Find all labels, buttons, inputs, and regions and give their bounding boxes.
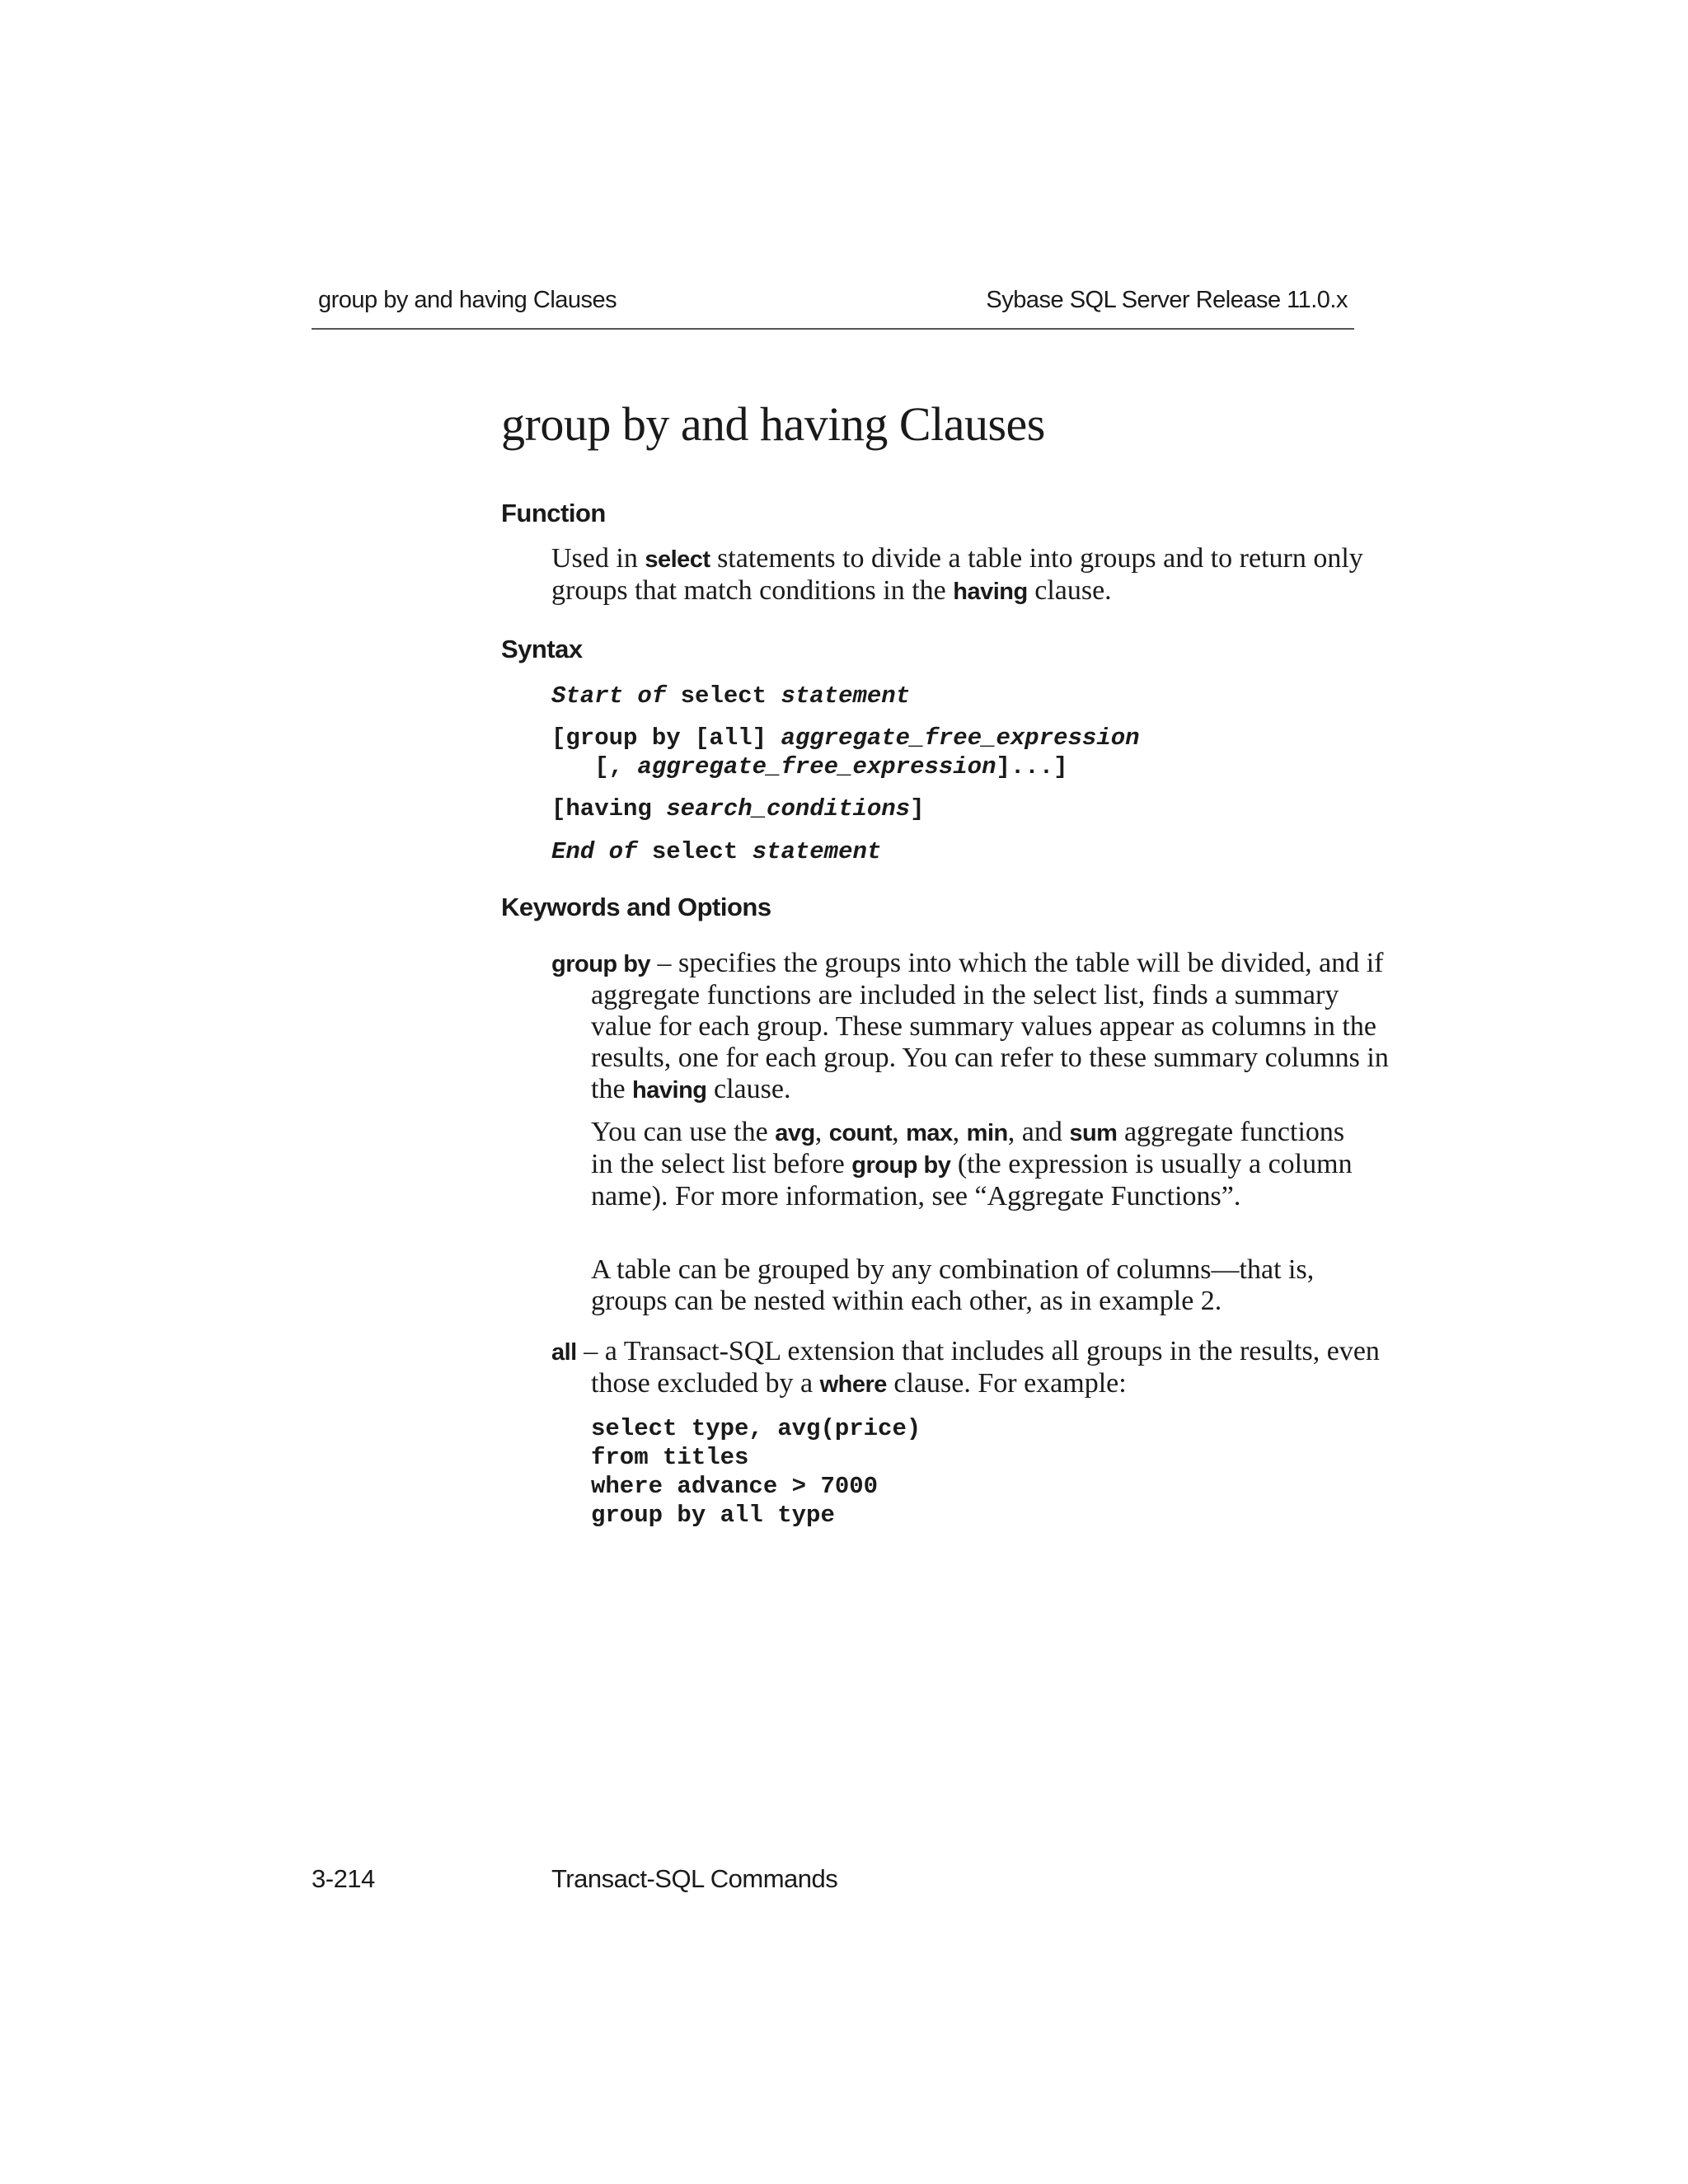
aggregate-functions-paragraph: You can use the avg, count, max, min, and sum aggregate functions in the select list before group by (the expression is usually a column name). For more information, see “Aggregate Functions”. <box>591 1117 1353 1212</box>
syntax-line-start: Start of select statement <box>551 682 911 710</box>
header-section-title: group by and having Clauses <box>318 287 617 313</box>
keyword-entry-all: all – a Transact-SQL extension that includes all groups in the results, even those excluded by a where clause. For example: <box>551 1336 1380 1399</box>
keyword-entry-group-by: group by – specifies the groups into which the table will be divided, and if aggregate functions are included in the select list, finds a summary value for each group. These summary values appear as columns in the results, one for each group. You can refer to these summary columns in the having clause. <box>551 948 1389 1104</box>
syntax-heading: Syntax <box>501 635 583 663</box>
keyword-term-group-by: group by <box>551 951 651 977</box>
nesting-paragraph: A table can be grouped by any combination of columns—that is, groups can be nested within each other, as in example 2. <box>591 1254 1315 1316</box>
keywords-heading: Keywords and Options <box>501 893 771 921</box>
syntax-line-group-by-cont: [, aggregate_free_expression]...] <box>551 753 1068 780</box>
keyword-term-all: all <box>551 1339 577 1366</box>
footer-chapter-title: Transact-SQL Commands <box>551 1864 838 1893</box>
header-product-release: Sybase SQL Server Release 11.0.x <box>986 287 1348 313</box>
page-title: group by and having Clauses <box>501 397 1045 451</box>
syntax-line-end: End of select statement <box>551 838 882 865</box>
syntax-line-group-by: [group by [all] aggregate_free_expression <box>551 724 1140 752</box>
running-header <box>312 287 1354 330</box>
page-number: 3-214 <box>312 1864 375 1893</box>
keyword-having: having <box>953 579 1028 605</box>
syntax-line-having: [having search_conditions] <box>551 795 925 823</box>
keyword-select: select <box>645 546 710 573</box>
example-code-block: select type, avg(price) from titles where advance > 7000 group by all type <box>591 1415 921 1529</box>
function-description: Used in select statements to divide a table into groups and to return only groups that match conditions in the having clause. <box>551 543 1363 606</box>
function-heading: Function <box>501 499 606 527</box>
